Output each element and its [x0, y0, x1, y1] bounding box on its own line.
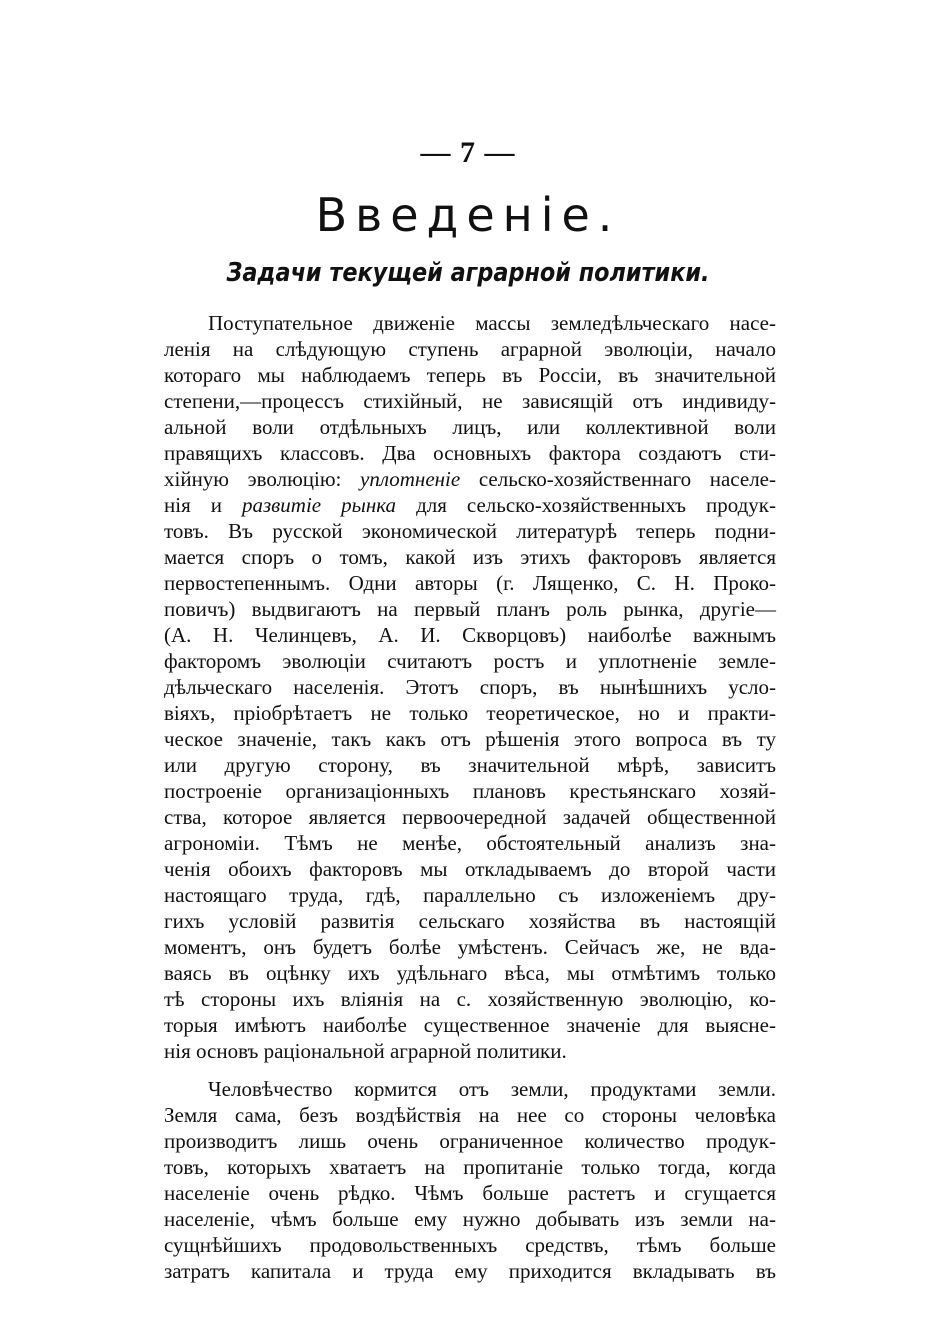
text-line: ческое значенiе, такъ какъ отъ рѣшенiя этого вопроса въ ту [164, 727, 776, 751]
text-line: ленiя на слѣдующую ступень аграрной эволюцiи, начало [164, 337, 776, 361]
text-line: степени,—процессъ стихiйный, не зависящiй отъ индивиду- [164, 389, 776, 413]
text-line: повичъ) выдвигаютъ на первый планъ роль рынка, другiе— [164, 597, 776, 621]
text-line: товъ, которыхъ хватаетъ на пропитанiе только тогда, когда [164, 1155, 776, 1179]
text-line [164, 466, 776, 492]
text-line: тѣ стороны ихъ влiянiя на с. хозяйственную эволюцiю, ко- [164, 987, 776, 1011]
text-line: моментъ, онъ будетъ болѣе умѣстенъ. Сейчасъ же, не вда- [164, 935, 776, 959]
text-line: гихъ условiй развитiя сельскаго хозяйства въ настоящiй [164, 909, 776, 933]
text-line: населенiе очень рѣдко. Чѣмъ больше растетъ и сгущается [164, 1181, 776, 1205]
section-subtitle: Задачи текущей аграрной политики. [226, 258, 710, 288]
text-line: Земля сама, безъ воздѣйствiя на нее со стороны человѣка [164, 1103, 776, 1127]
text-line: дѣльческаго населенiя. Этотъ споръ, въ нынѣшнихъ усло- [164, 675, 776, 699]
text-line: сущнѣйшихъ продовольственныхъ средствъ, тѣмъ больше [164, 1233, 776, 1257]
text-line: нiя основъ рацiональной аграрной политики. [164, 1039, 567, 1063]
text-fragment: сельско-хозяйственнаго населе- [460, 467, 776, 491]
text-line: вiяхъ, прiобрѣтаетъ не только теоретическое, но и практи- [164, 701, 776, 725]
text-line: первостепеннымъ. Одни авторы (г. Лященко, С. Н. Проко- [164, 571, 776, 595]
text-line: или другую сторону, въ значительной мѣрѣ, зависитъ [164, 753, 776, 777]
text-line: населенiе, чѣмъ больше ему нужно добывать изъ земли на- [164, 1207, 776, 1231]
text-line: альной воли отдѣльныхъ лицъ, или коллективной воли [164, 415, 776, 439]
text-line: (А. Н. Челинцевъ, А. И. Скворцовъ) наиболѣе важнымъ [164, 623, 776, 647]
text-line: правящихъ классовъ. Два основныхъ фактора создаютъ сти- [164, 441, 776, 465]
text-line: факторомъ эволюцiи считаютъ ростъ и уплотненiе земле- [164, 649, 776, 673]
text-line: Поступательное движенiе массы земледѣльческаго насе- [208, 311, 776, 335]
text-line: ства, которое является первоочередной задачей общественной [164, 805, 776, 829]
text-line: агрономiи. Тѣмъ не менѣе, обстоятельный анализъ зна- [164, 831, 776, 855]
chapter-title: Введенiе. [315, 188, 621, 242]
text-fragment: для сельско-хозяйственныхъ продук- [396, 493, 776, 517]
text-fragment: хiйную эволюцiю: [164, 467, 360, 491]
text-line: настоящаго труда, гдѣ, параллельно съ изложенiемъ дру- [164, 883, 776, 907]
text-line: Человѣчество кормится отъ земли, продуктами земли. [208, 1077, 776, 1101]
text-line: котораго мы наблюдаемъ теперь въ Россiи, въ значительной [164, 363, 776, 387]
text-line: затратъ капитала и труда ему приходится вкладывать въ [164, 1259, 776, 1283]
text-line: товъ. Въ русской экономической литературѣ теперь подни- [164, 519, 776, 543]
page-number: — 7 — [420, 136, 516, 169]
text-line [164, 492, 776, 518]
emphasis-razvitie-rynka: развитiе рынка [241, 493, 397, 517]
text-line: ченiя обоихъ факторовъ мы откладываемъ до второй части [164, 857, 776, 881]
text-line: производитъ лишь очень ограниченное количество продук- [164, 1129, 776, 1153]
text-fragment: нiя и [164, 493, 242, 517]
emphasis-uplotnenie: уплотненiе [360, 467, 461, 491]
text-line: мается споръ о томъ, какой изъ этихъ факторовъ является [164, 545, 776, 569]
text-line: торыя имѣютъ наиболѣе существенное значенiе для выясне- [164, 1013, 776, 1037]
text-line: построенiе организацiонныхъ плановъ крестьянскаго хозяй- [164, 779, 776, 803]
text-line: ваясь въ оцѣнку ихъ удѣльнаго вѣса, мы отмѣтимъ только [164, 961, 776, 985]
